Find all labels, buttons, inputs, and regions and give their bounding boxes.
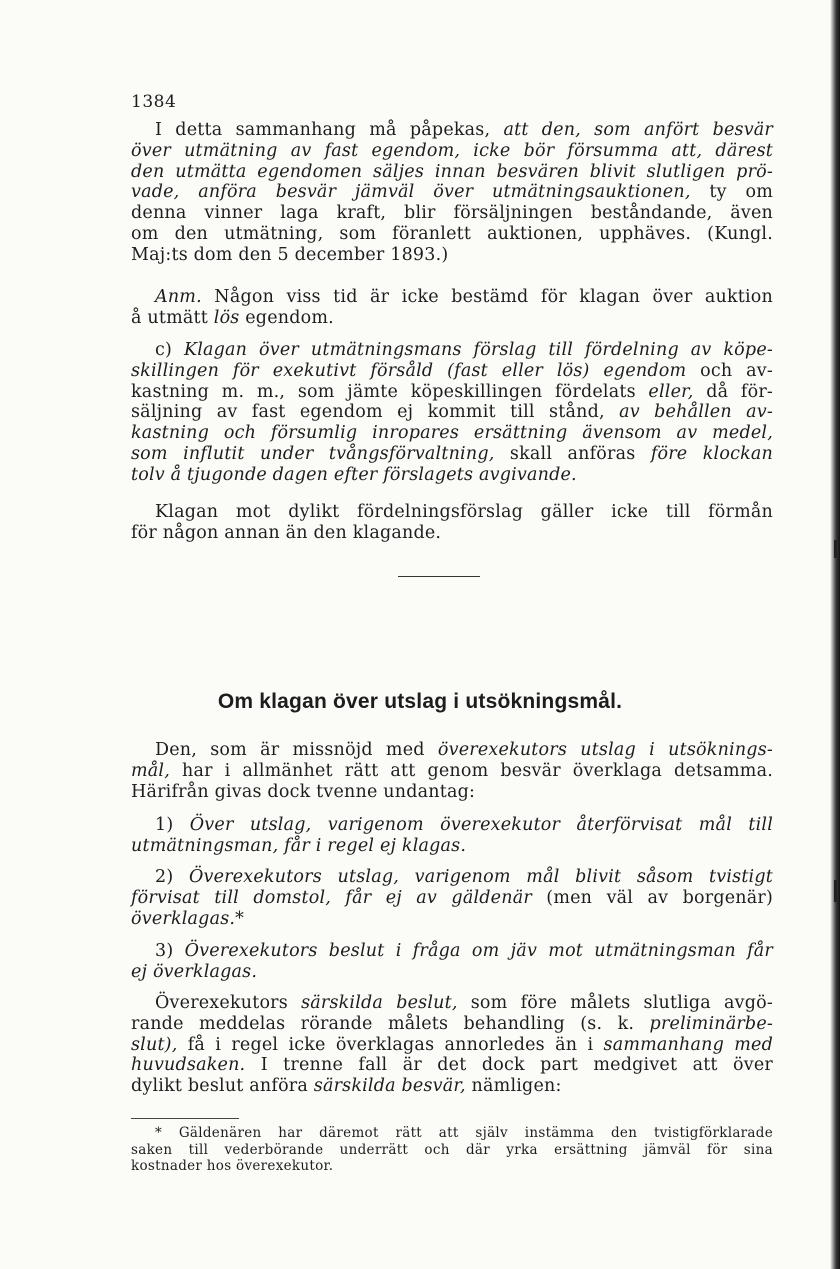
scan-mark (834, 540, 837, 558)
page-number: 1384 (131, 92, 177, 112)
item-1 (131, 815, 773, 857)
text-line: slut), få i regel icke överklagas annorledes än i sammanhang med (131, 1034, 773, 1055)
paragraph-c (131, 340, 773, 486)
footnote (131, 1125, 773, 1175)
footnote-line: saken till vederbörande underrätt och där yrka ersättning jämväl för sina (131, 1141, 773, 1158)
annotation-paragraph (131, 287, 773, 329)
text-line: säljning av fast egendom ej kommit till stånd, av behållen av- (131, 402, 773, 423)
text-line: mål, har i allmänhet rätt att genom besvär överklaga detsamma. (131, 760, 773, 781)
text-line: rande meddelas rörande målets behandling (s. k. preliminärbe- (131, 1013, 773, 1034)
section-1-text (131, 120, 773, 266)
footnote-line: kostnader hos överexekutor. (131, 1158, 334, 1174)
text-line: kastning m. m., som jämte köpeskillingen fördelats eller, då för- (131, 381, 773, 402)
text-line: Härifrån givas dock tvenne undantag: (131, 781, 476, 802)
footnote-line: * Gäldenären har däremot rätt att själv instämma den tvistigförklarade (155, 1125, 773, 1141)
text-line: denna vinner laga kraft, blir försäljningen beståndande, även (131, 203, 773, 224)
item-3 (131, 941, 773, 983)
text-line: Överexekutors särskilda beslut, som före målets slutliga avgö- (155, 993, 773, 1013)
text-line: som influtit under tvångsförvaltning, skall anföras före klockan (131, 443, 773, 464)
text-line: tolv å tjugonde dagen efter förslagets avgivande. (131, 464, 577, 485)
text-line: 1) Över utslag, varigenom överexekutor återförvisat mål till (155, 815, 773, 835)
text-line: för någon annan än den klagande. (131, 522, 442, 543)
page-edge-shadow (830, 0, 840, 1269)
text-line: Klagan mot dylikt fördelningsförslag gäller icke till förmån (155, 502, 773, 522)
section-heading: Om klagan över utslag i utsökningsmål. (217, 690, 623, 713)
scan-mark (834, 880, 837, 902)
text-line: 2) Överexekutors utslag, varigenom mål blivit såsom tvistigt (155, 867, 773, 887)
closing-paragraph (131, 502, 773, 544)
item-2 (131, 867, 773, 929)
text-line: över utmätning av fast egendom, icke bör försumma att, därest (131, 140, 773, 161)
text-line: förvisat till domstol, får ej av gäldenär (men väl av borgenär) (131, 887, 773, 908)
intro-paragraph (131, 740, 773, 802)
special-decisions-paragraph (131, 993, 773, 1097)
text-line: utmätningsman, får i regel ej klagas. (131, 835, 467, 856)
text-line: vade, anföra besvär jämväl över utmätningsauktionen, ty om (131, 182, 774, 203)
text-line: kastning och försumlig inropares ersättning ävensom av medel, (131, 423, 773, 444)
text-line: dylikt beslut anföra särskilda besvär, nämligen: (131, 1076, 562, 1097)
text-line: den utmätta egendomen säljes innan besvären blivit slutligen prö- (131, 161, 773, 182)
text-line: ej överklagas. (131, 961, 258, 982)
text-line: skillingen för exekutivt försåld (fast eller lös) egendom och av- (131, 360, 773, 381)
text-line: 3) Överexekutors beslut i fråga om jäv mot utmätningsman får (155, 941, 774, 961)
text-line: å utmätt lös egendom. (131, 307, 334, 328)
section-divider (398, 576, 480, 577)
text-line: om den utmätning, som föranlett auktionen, upphäves. (Kungl. (131, 223, 773, 244)
text-line: Maj:ts dom den 5 december 1893.) (131, 244, 449, 265)
text-line: I detta sammanhang må påpekas, att den, som anfört besvär (155, 120, 773, 140)
footnote-divider (131, 1118, 239, 1119)
text-line: Den, som är missnöjd med överexekutors utslag i utsöknings- (155, 740, 774, 760)
text-line: huvudsaken. I trenne fall är det dock part medgivet att över (131, 1055, 773, 1076)
text-line: Anm. Någon viss tid är icke bestämd för klagan över auktion (155, 287, 773, 307)
text-line: överklagas.* (131, 908, 245, 929)
text-line: c) Klagan över utmätningsmans förslag till fördelning av köpe- (155, 340, 773, 360)
